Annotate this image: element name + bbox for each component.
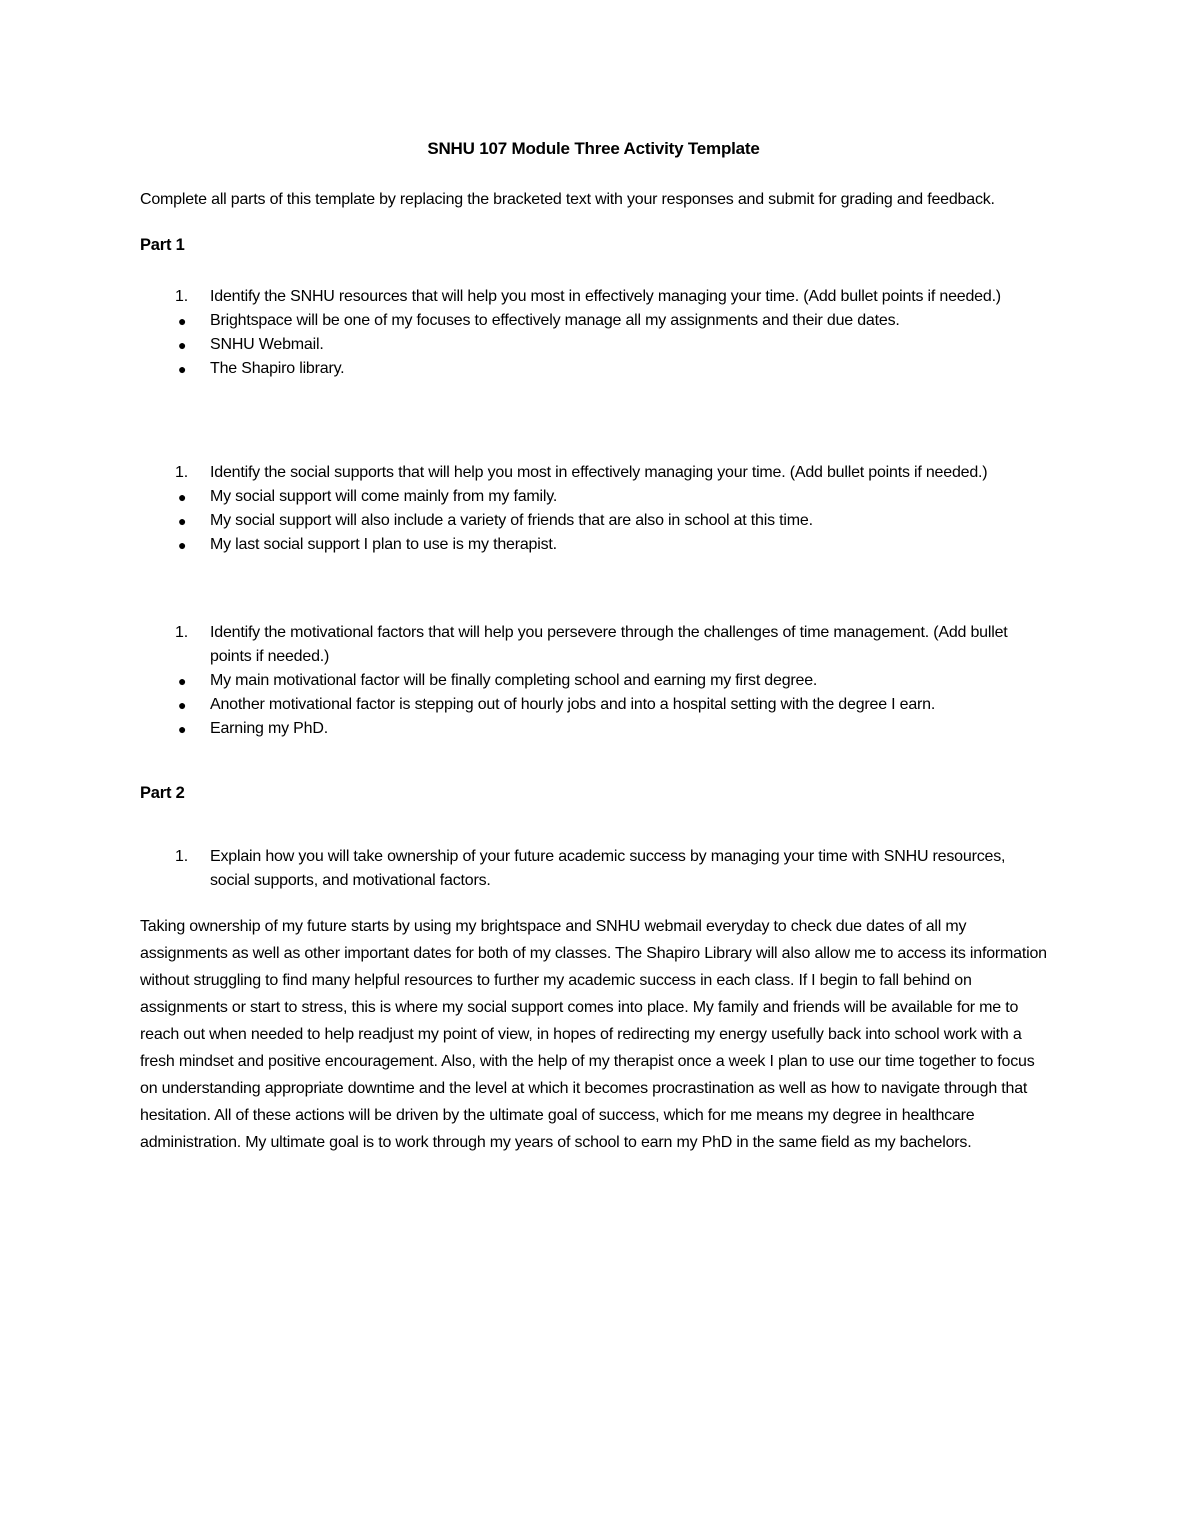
bullet-item xyxy=(140,533,1047,557)
bullet-text: The Shapiro library. xyxy=(210,360,345,377)
bullet-icon: ● xyxy=(178,489,187,505)
question-prompt: Identify the motivational factors that will help you persevere through the challenges of time management. (Add bullet points if needed.) xyxy=(210,624,1008,665)
bullet-icon: ● xyxy=(178,673,187,689)
question-prompt: Identify the SNHU resources that will help you most in effectively managing your time. (Add bullet points if needed.) xyxy=(210,288,1001,305)
bullet-item xyxy=(140,485,1047,509)
bullet-text: Another motivational factor is stepping out of hourly jobs and into a hospital setting with the degree I earn. xyxy=(210,696,936,713)
bullet-item xyxy=(140,357,1047,381)
bullet-icon: ● xyxy=(178,697,187,713)
item-number: 1. xyxy=(175,624,188,641)
bullet-item xyxy=(140,693,1047,717)
question-prompt: Identify the social supports that will help you most in effectively managing your time. (Add bullet points if needed.) xyxy=(210,464,988,481)
bullet-text: Brightspace will be one of my focuses to effectively manage all my assignments and their due dates. xyxy=(210,312,900,329)
part2-heading: Part 2 xyxy=(140,784,185,802)
bullet-text: My main motivational factor will be finally completing school and earning my first degree. xyxy=(210,672,818,689)
bullet-text: Earning my PhD. xyxy=(210,720,328,737)
bullet-text: SNHU Webmail. xyxy=(210,336,324,353)
item-number: 1. xyxy=(175,848,188,865)
bullet-item xyxy=(140,333,1047,357)
bullet-icon: ● xyxy=(178,721,187,737)
question-group-ownership xyxy=(140,845,1047,893)
bullet-item xyxy=(140,509,1047,533)
bullet-icon: ● xyxy=(178,337,187,353)
bullet-icon: ● xyxy=(178,313,187,329)
numbered-item xyxy=(140,621,1047,669)
document-title: SNHU 107 Module Three Activity Template xyxy=(427,139,760,158)
question-prompt: Explain how you will take ownership of your future academic success by managing your time with SNHU resources, social supports, and motivational factors. xyxy=(210,848,1006,889)
question-group-snhu-resources xyxy=(140,285,1047,381)
bullet-item xyxy=(140,717,1047,741)
bullet-item xyxy=(140,309,1047,333)
bullet-icon: ● xyxy=(178,537,187,553)
intro-paragraph: Complete all parts of this template by replacing the bracketed text with your responses and submit for grading and feedback. xyxy=(140,191,995,208)
numbered-item xyxy=(140,285,1047,309)
bullet-text: My social support will come mainly from my family. xyxy=(210,488,558,505)
question-group-motivational-factors xyxy=(140,621,1047,741)
bullet-icon: ● xyxy=(178,361,187,377)
part2-response-paragraph: Taking ownership of my future starts by using my brightspace and SNHU webmail everyday to check due dates of all my assignments as well as other important dates for both of my classes. The Shapiro Library will also allow me to access its information without struggling to find many helpful resources to further my academic success in each class. If I begin to fall behind on assignments or start to stress, this is where my social support comes into place. My family and friends will be available for me to reach out when needed to help readjust my point of view, in hopes of redirecting my energy usefully back into school work with a fresh mindset and positive encouragement. Also, with the help of my therapist once a week I plan to use our time together to focus on understanding appropriate downtime and the level at which it becomes procrastination as well as how to navigate through that hesitation. All of these actions will be driven by the ultimate goal of success, which for me means my degree in healthcare administration. My ultimate goal is to work through my years of school to earn my PhD in the same field as my bachelors. xyxy=(140,918,1047,1151)
part1-heading: Part 1 xyxy=(140,236,185,254)
bullet-text: My social support will also include a variety of friends that are also in school at this time. xyxy=(210,512,813,529)
item-number: 1. xyxy=(175,288,188,305)
question-group-social-supports xyxy=(140,461,1047,557)
numbered-item xyxy=(140,845,1047,893)
bullet-text: My last social support I plan to use is my therapist. xyxy=(210,536,557,553)
bullet-icon: ● xyxy=(178,513,187,529)
numbered-item xyxy=(140,461,1047,485)
bullet-item xyxy=(140,669,1047,693)
item-number: 1. xyxy=(175,464,188,481)
